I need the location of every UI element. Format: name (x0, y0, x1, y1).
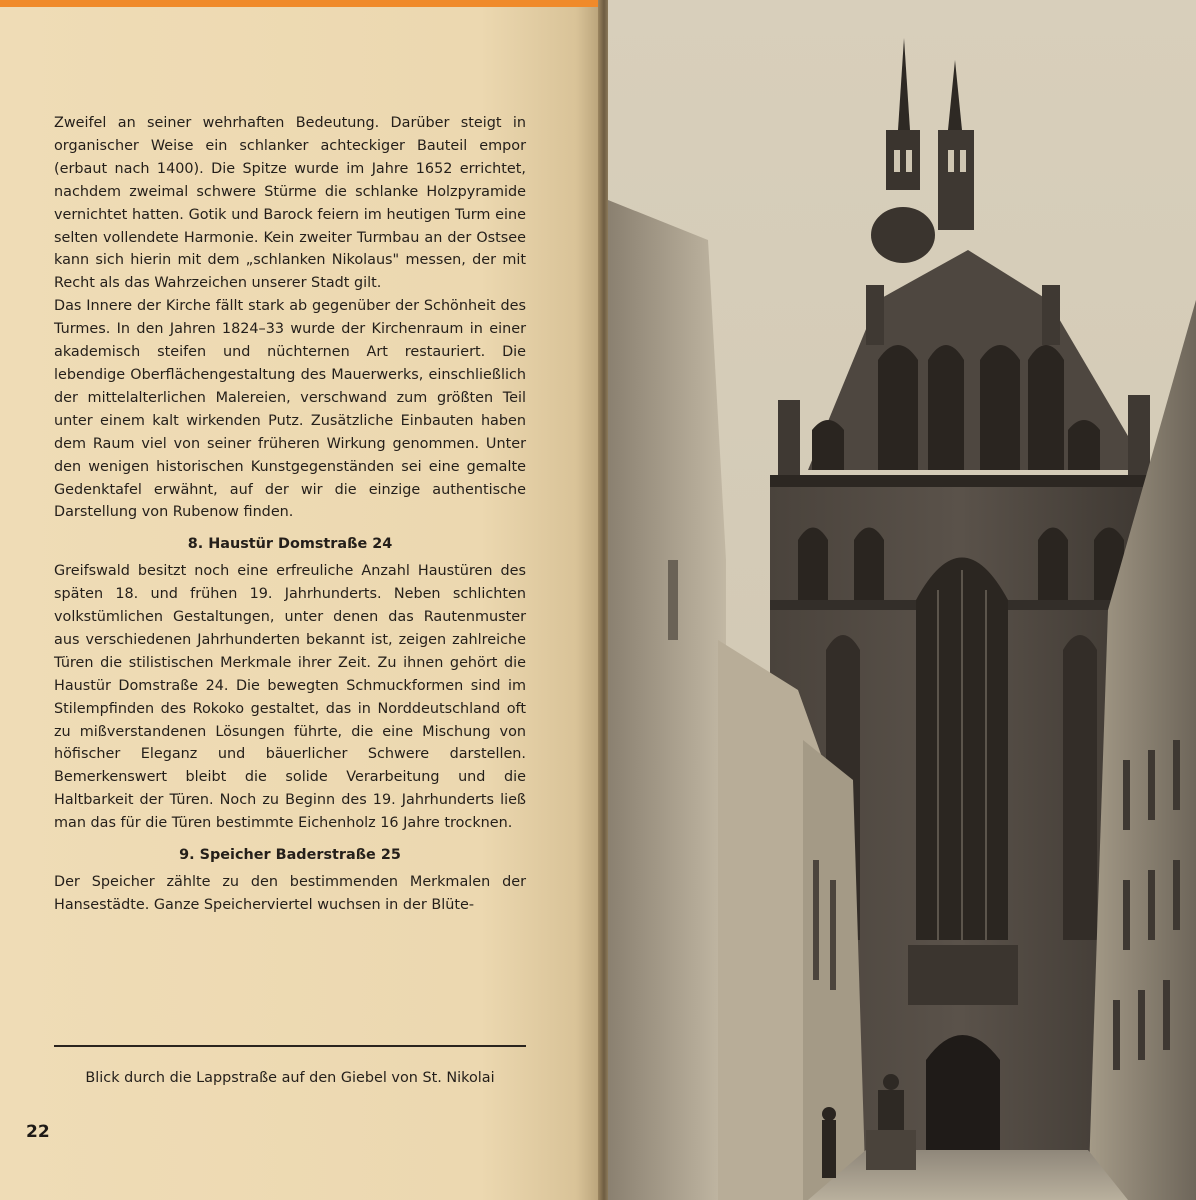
right-page (608, 0, 1196, 1200)
section-heading-9: 9. Speicher Baderstraße 25 (179, 847, 401, 864)
paragraph-tower: Zweifel an seiner wehrhaften Bedeutung. Darüber steigt in organischer Weise ein schlanker achteckiger Bauteil empor (erbaut nach 1400). Die Spitze wurde im Jahre 1652 errichtet, nachdem zweimal schwere Stürme die schlanke Holzpyramide vernichtet hatten. Gotik und Barock feiern im heutigen Turm eine selten vollendete Harmonie. Kein zweiter Turmbau an der Ostsee kann sich hierin mit dem „schlanken Nikolaus" messen, der mit Recht als das Wahrzeichen unserer Stadt gilt. (54, 115, 526, 292)
body-text (54, 112, 526, 917)
caption-divider (54, 1045, 526, 1047)
section-text-9: Der Speicher zählte zu den bestimmenden Merkmalen der Hansestädte. Ganze Speicherviertel wuchsen in der Blüte- (54, 874, 526, 913)
paragraph-interior: Das Innere der Kirche fällt stark ab gegenüber der Schönheit des Turmes. In den Jahren 1824–33 wurde der Kirchenraum in einer akademisch steifen und nüchternen Art restauriert. Die lebendige Oberflächengestaltung des Mauerwerks, einschließlich der mittelalterlichen Malereien, verschwand zum größten Teil unter einem kalt wirkenden Putz. Zusätzliche Einbauten haben dem Raum viel von seiner früheren Wirkung genommen. Unter den wenigen historischen Kunstgegenständen sei eine gemalte Gedenktafel erwähnt, auf der wir die einzige authentische Darstellung von Rubenow finden. (54, 298, 526, 521)
section-heading-8: 8. Haustür Domstraße 24 (187, 536, 393, 553)
section-text-8: Greifswald besitzt noch eine erfreuliche Anzahl Haustüren des späten 18. und frühen 19. Jahrhunderts. Neben schlichten volkstümlichen Gestaltungen, unter denen das Rautenmuster aus verschiedenen Jahrhunderten bekannt ist, zeigen zahlreiche Türen die stilistischen Merkmale ihrer Zeit. Zu ihnen gehört die Haustür Domstraße 24. Die bewegten Schmuckformen sind im Stilempfinden des Rokoko gestaltet, das in Norddeutschland oft zu mißverstandenen Lösungen führte, die eine Mischung von höfischer Eleganz und bäuerlicher Schwere darstellen. Bemerkenswert bleibt die solide Verarbeitung und die Haltbarkeit der Türen. Noch zu Beginn des 19. Jahrhunderts ließ man das für die Türen bestimmte Eichenholz 16 Jahre trocknen. (54, 563, 526, 832)
orange-edge-band (0, 0, 600, 7)
page-number: 22 (26, 1122, 50, 1142)
church-tower-photo (608, 0, 1196, 1200)
photo-caption: Blick durch die Lappstraße auf den Giebel von St. Nikolai (85, 1070, 495, 1086)
